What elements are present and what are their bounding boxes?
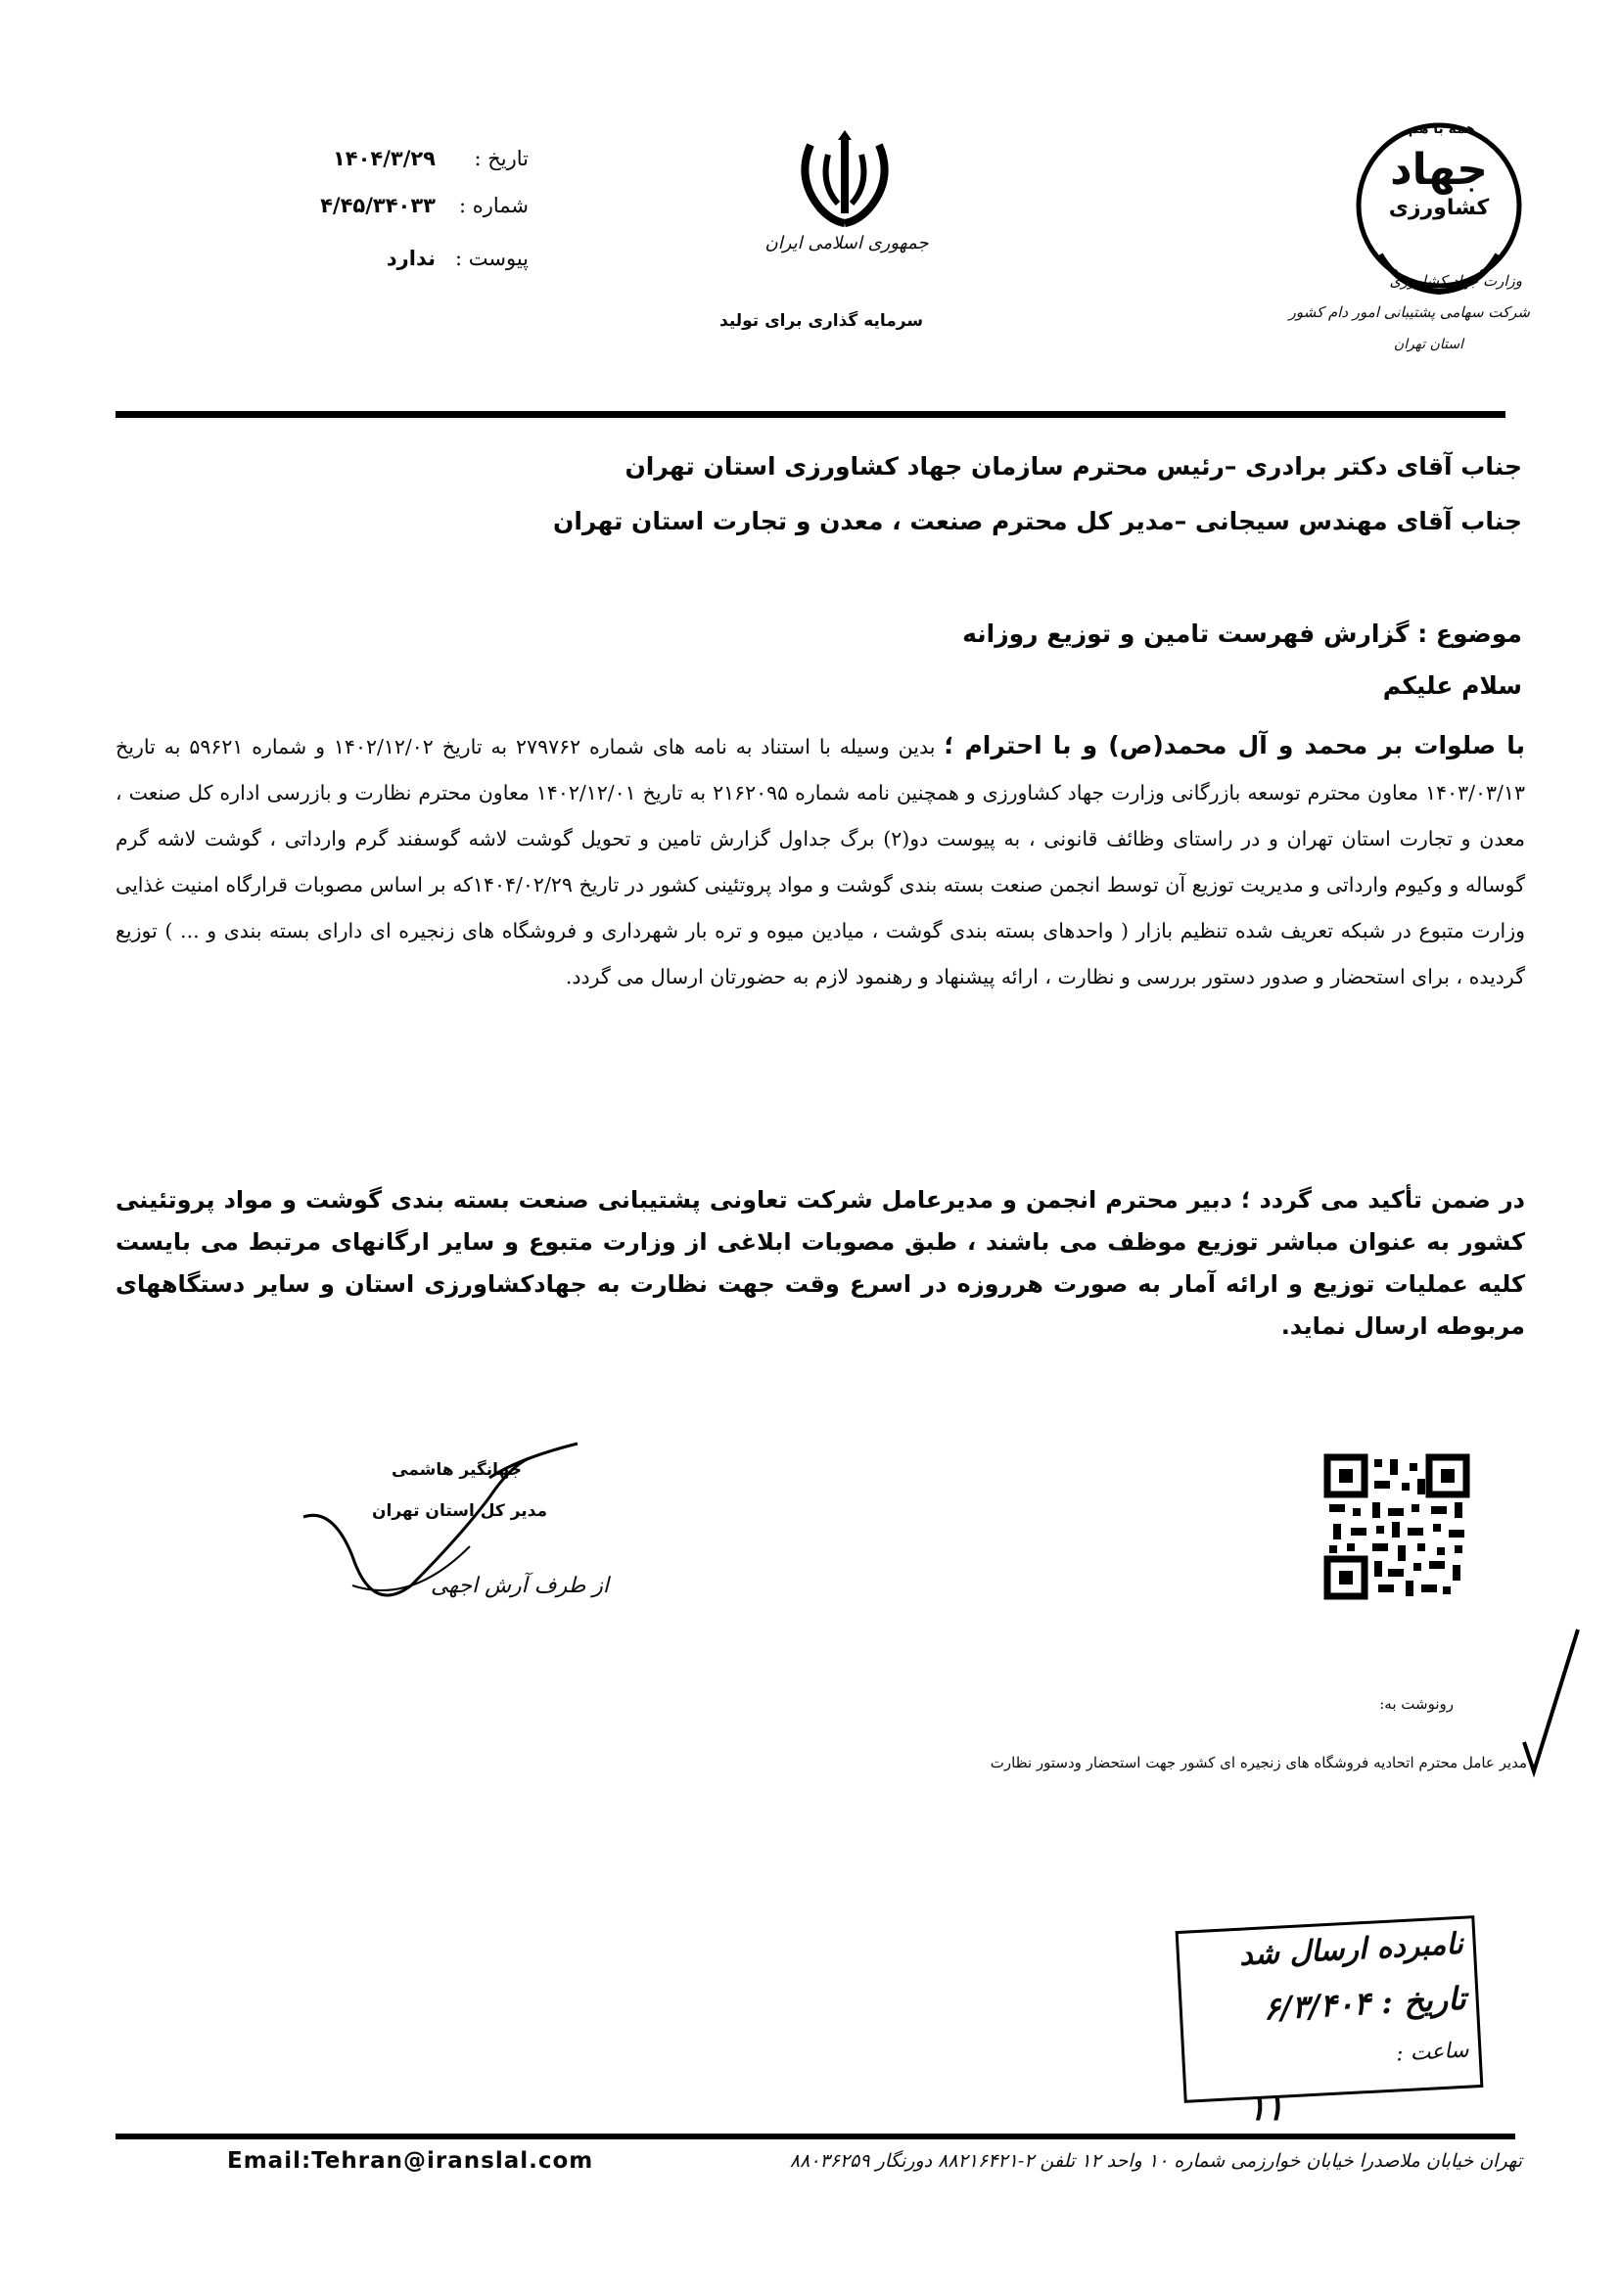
attachment-row — [294, 247, 529, 280]
stamp-line-3: ساعت : — [1395, 2038, 1470, 2067]
logo-top-text: همه با هم — [1408, 121, 1476, 137]
addressee-2: جناب آقای مهندس سیجانی –مدیر کل محترم صنعت ، معدن و تجارت استان تهران — [553, 507, 1522, 535]
body-lead: با صلوات بر محمد و آل محمد(ص) و با احترام ؛ — [944, 731, 1525, 759]
check-mark-icon — [1519, 1625, 1588, 1781]
signer-title: مدیر کل استان تهران — [372, 1501, 548, 1521]
logo-main-text: جهاد — [1390, 145, 1488, 195]
cc-label: رونوشت به: — [1379, 1695, 1454, 1713]
ministry-line-3: استان تهران — [1393, 337, 1463, 352]
header-slogan: سرمایه گذاری برای تولید — [719, 311, 924, 331]
signature-scribble — [294, 1439, 607, 1654]
dispatch-stamp — [1176, 1915, 1484, 2103]
ministry-line-1: وزارت جهاد کشاورزی — [1389, 272, 1522, 290]
subject-line: موضوع : گزارش فهرست تامین و توزیع روزانه — [962, 620, 1522, 648]
handwritten-note: از طرف آرش اجهی — [431, 1574, 609, 1598]
stamp-line-1: نامبرده ارسال شد — [1238, 1926, 1464, 1973]
addressee-1: جناب آقای دکتر برادری –رئیس محترم سازمان جهاد کشاورزی استان تهران — [625, 452, 1522, 481]
iran-emblem-icon — [791, 125, 899, 233]
header-divider — [116, 411, 1505, 418]
body-paragraph — [116, 722, 1525, 1000]
number-row — [294, 194, 529, 227]
body-text: بدین وسیله با استناد به نامه های شماره ۲۷۹۷۶۲ به تاریخ ۱۴۰۲/۱۲/۰۲ و شماره ۵۹۶۲۱ به تاریخ ۱۴۰۳/۰۳/۱۳ معاون محترم توسعه بازرگانی وزارت جهاد کشاورزی و همچنین نامه شماره ۲۱۶۲۰۹۵ به تاریخ ۱۴۰۲/۱۲/۰۱ معاون محترم نظارت و بازرسی اداره کل صنعت ، معدن و تجارت استان تهران و در راستای وظائف قانونی ، به پیوست دو(۲) برگ جداول گزارش تامین و تحویل گوشت لاشه گوسفند گرم وارداتی ، گوشت لاشه گرم گوساله و وکیوم وارداتی و مدیریت توزیع آن توسط انجمن صنعت بسته بندی گوشت و مواد پروتئینی کشور در تاریخ ۱۴۰۴/۰۲/۲۹که بر اساس مصوبات قرارگاه امنیت غذایی وزارت متبوع در شبکه تعریف شده تنظیم بازار ( واحدهای بسته بندی گوشت ، میادین میوه و تره بار شهرداری و فروشگاه های زنجیره ای دارای بسته بندی و ... ) توزیع گردیده ، برای استحضار و صدور دستور بررسی و نظارت ، ارائه پیشنهاد و رهنمود لازم به حضورتان ارسال می گردد. — [116, 735, 1525, 988]
logo-sub-text: کشاورزی — [1388, 196, 1490, 220]
footer-email: Email:Tehran@iranslal.com — [227, 2148, 594, 2174]
stamp-line-2: تاریخ : ۶/۳/۴۰۴ — [1262, 1979, 1467, 2028]
attachment-value: ندارد — [386, 247, 436, 270]
date-label: تاریخ : — [474, 147, 529, 170]
signer-name: جهانگیر هاشمی — [392, 1460, 523, 1480]
cc-item: مدیر عامل محترم اتحادیه فروشگاه های زنجیره ای کشور جهت استحضار ودستور نظارت — [990, 1754, 1527, 1771]
footer-address: تهران خیابان ملاصدرا خیابان خوارزمی شماره ۱۰ واحد ۱۲ تلفن ۲-۸۸۲۱۶۴۲۱ دورنگار ۸۸۰۳۶۲۵۹ — [789, 2150, 1522, 2172]
ministry-line-2: شرکت سهامی پشتیبانی امور دام کشور — [1288, 303, 1530, 321]
stamp-extra-mark: ۱۱ — [1248, 2089, 1284, 2129]
emphasis-paragraph: در ضمن تأکید می گردد ؛ دبیر محترم انجمن و مدیرعامل شرکت تعاونی پشتیبانی صنعت بسته بندی گوشت و مواد پروتئینی کشور به عنوان مباشر توزیع موظف می باشند ، طبق مصوبات ابلاغی از وزارت متبوع و سایر ارگانهای مرتبط می بایست کلیه عملیات توزیع و ارائه آمار به صورت هرروزه در اسرع وقت جهت نظارت به جهادکشاورزی استان و سایر دستگاههای مربوطه ارسال نماید. — [116, 1186, 1525, 1340]
date-value: ۱۴۰۴/۳/۲۹ — [332, 147, 436, 170]
emblem-caption: جمهوری اسلامی ایران — [764, 233, 929, 253]
number-value: ۴/۴۵/۳۴۰۳۳ — [320, 194, 436, 217]
attachment-label: پیوست : — [455, 247, 529, 270]
greeting: سلام علیکم — [1382, 671, 1522, 700]
date-row — [294, 147, 529, 180]
qr-code-icon — [1323, 1453, 1470, 1600]
footer-divider — [116, 2134, 1515, 2139]
number-label: شماره : — [458, 194, 529, 217]
